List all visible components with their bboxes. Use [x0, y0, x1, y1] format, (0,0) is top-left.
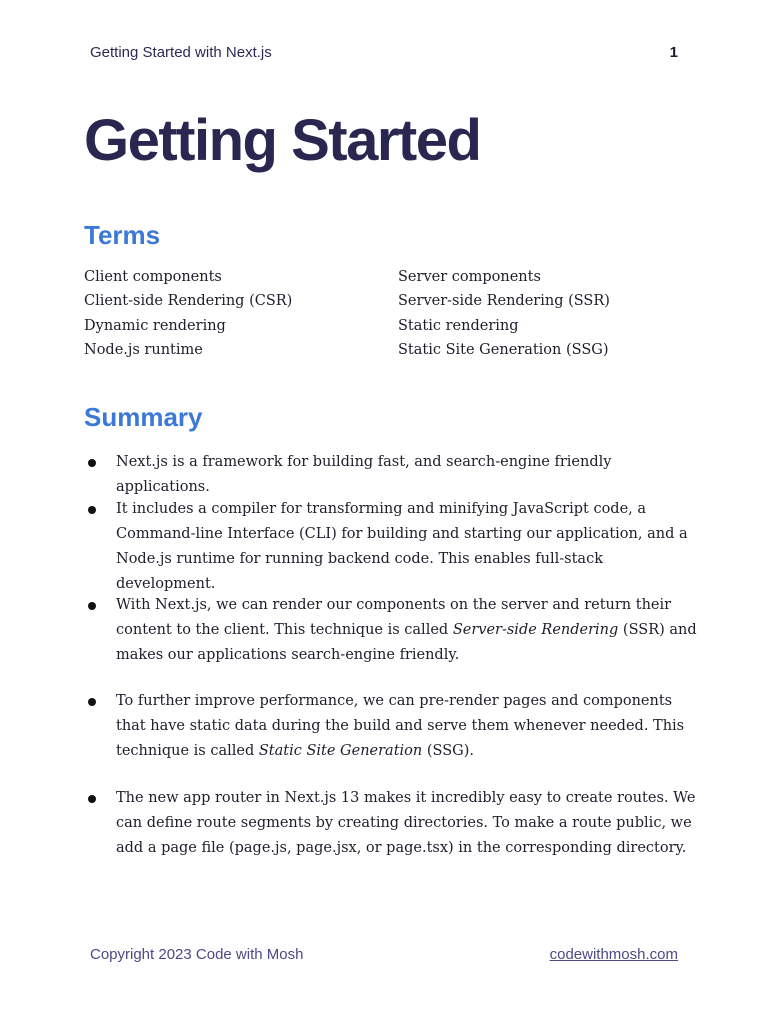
terms-heading: Terms	[84, 220, 161, 250]
page-title: Getting Started	[84, 108, 481, 173]
term-item: Static Site Generation (SSG)	[398, 341, 609, 358]
term-item: Server components	[398, 269, 541, 285]
term-item: Dynamic rendering	[84, 317, 226, 334]
emphasis-term: Server-side Rendering	[452, 622, 619, 638]
summary-text: Next.js is a framework for building fast, and search-engine friendly applications.	[116, 454, 612, 495]
copyright-text: Copyright 2023 Code with Mosh	[90, 946, 304, 963]
term-item: Server-side Rendering (SSR)	[398, 293, 610, 310]
term-item: Node.js runtime	[84, 341, 203, 358]
summary-text: The new app router in Next.js 13 makes it incredibly easy to create routes. We can define route segments by creating directories. To make a route public, we add a page file (page.js, page.jsx, or page.tsx) in the corresponding directory.	[116, 790, 696, 856]
term-item: Client-side Rendering (CSR)	[84, 293, 293, 310]
document-title: Getting Started with Next.js	[90, 44, 272, 61]
summary-heading: Summary	[84, 402, 203, 432]
bullet-icon	[88, 602, 96, 610]
term-item: Static rendering	[398, 317, 519, 334]
bullet-icon	[88, 506, 96, 514]
summary-text: To further improve performance, we can pre-render pages and components that have static data during the build and serve them whenever needed. This technique is called Static Site Generation (SSG).	[116, 693, 685, 759]
bullet-icon	[88, 698, 96, 706]
bullet-icon	[88, 795, 96, 803]
terms-grid	[84, 265, 684, 362]
page-number: 1	[669, 44, 678, 61]
bullet-icon	[88, 459, 96, 467]
website-link[interactable]: codewithmosh.com	[549, 946, 678, 963]
summary-text: With Next.js, we can render our components on the server and return their content to the client. This technique is called Server-side Rendering (SSR) and makes our applications search-engine friendly.	[116, 597, 697, 663]
page-footer	[90, 946, 678, 968]
summary-text: It includes a compiler for transforming and minifying JavaScript code, a Command-line Interface (CLI) for building and starting our application, and a Node.js runtime for running backend code. This enables full-stack development.	[116, 501, 688, 592]
term-item: Client components	[84, 269, 222, 285]
emphasis-term: Static Site Generation	[258, 743, 423, 759]
page-header	[90, 44, 678, 68]
